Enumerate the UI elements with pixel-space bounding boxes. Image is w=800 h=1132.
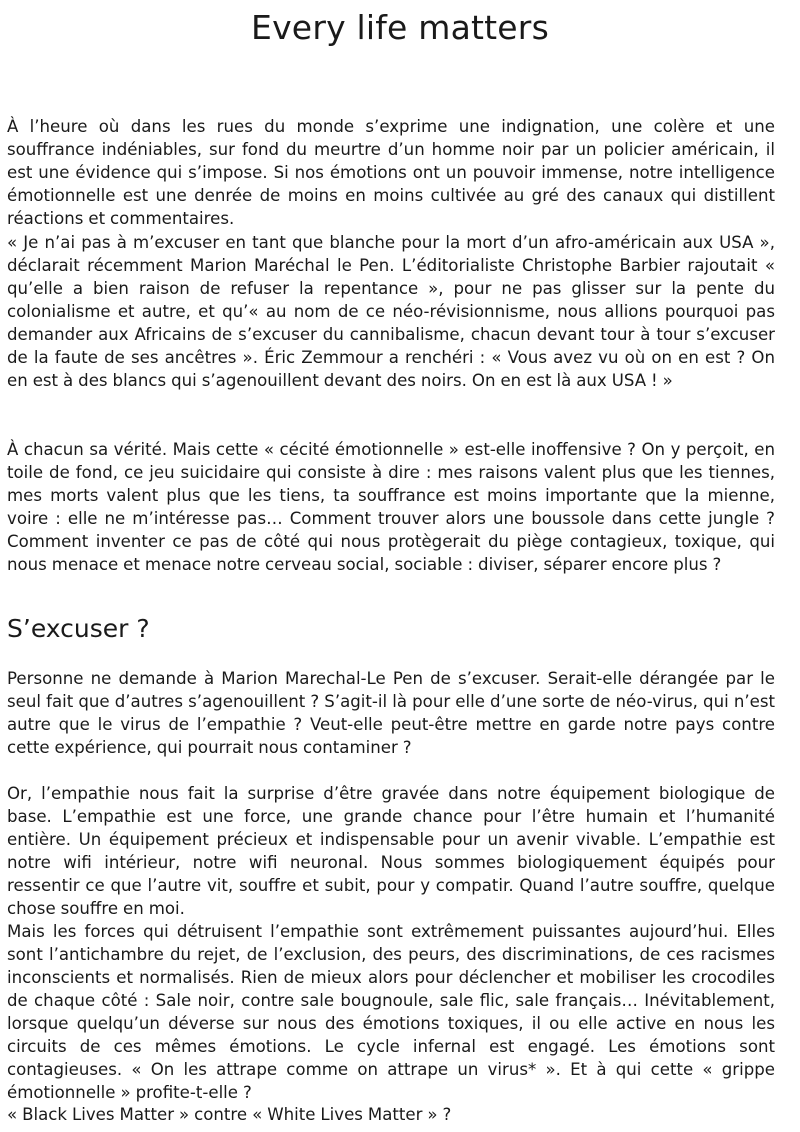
section-paragraph: Mais les forces qui détruisent l’empathie sont extrêmement puissantes aujourd’hui. Elles sont l’antichambre du rejet, de l’exclusion, des peurs, des discriminations, de ces racismes inconscients et normalisés. Rien de mieux alors pour déclencher et mobiliser les crocodiles de chaque côté : Sale noir, contre sale bougnoule, sale flic, sale français… Inévitablement, lorsque quelqu’un déverse sur nous des émotions toxiques, il ou elle active en nous les circuits de ces mêmes émotions. Le cycle infernal est engagé. Les émotions sont contagieuses. « On les attrape comme on attrape un virus* ». Et à qui cette « grippe émotionnelle » profite-t-elle ?	[7, 922, 775, 1102]
page-title: Every life matters	[251, 8, 549, 47]
intro-paragraph: À chacun sa vérité. Mais cette « cécité émotionnelle » est-elle inoffensive ? On y perçoit, en toile de fond, ce jeu suicidaire qui consiste à dire : mes raisons valent plus que les tiennes, mes morts valent plus que les tiens, ta souffrance est moins importante que la mienne, voire : elle ne m’intéresse pas… Comment trouver alors une boussole dans cette jungle ? Comment inventer ce pas de côté qui nous protègerait du piège contagieux, toxique, qui nous menace et menace notre cerveau social, sociable : diviser, séparer encore plus ?	[7, 440, 775, 574]
section-paragraph: Personne ne demande à Marion Marechal-Le Pen de s’excuser. Serait-elle dérangée par le seul fait que d’autres s’agenouillent ? S’agit-il là pour elle d’une sorte de néo-virus, qui n’est autre que le virus de l’empathie ? Veut-elle peut-être mettre en garde notre pays contre cette expérience, qui pourrait nous contaminer ?	[7, 669, 775, 757]
section-paragraph: Or, l’empathie nous fait la surprise d’être gravée dans notre équipement biologique de base. L’empathie est une force, une grande chance pour l’être humain et l’humanité entière. Un équipement précieux et indispensable pour un avenir vivable. L’empathie est notre wifi intérieur, notre wifi neuronal. Nous sommes biologiquement équipés pour ressentir ce que l’autre vit, souffre et subit, pour y compatir. Quand l’autre souffre, quelque chose souffre en moi.	[7, 784, 775, 918]
section-paragraph: « Black Lives Matter » contre « White Lives Matter » ?	[7, 1105, 452, 1124]
section-heading: S’excuser ?	[7, 614, 150, 643]
intro-paragraph: À l’heure où dans les rues du monde s’exprime une indignation, une colère et une souffrance indéniables, sur fond du meurtre d’un homme noir par un policier américain, il est une évidence qui s’impose. Si nos émotions ont un pouvoir immense, notre intelligence émotionnelle est une denrée de moins en moins cultivée au gré des canaux qui distillent réactions et commentaires.	[7, 117, 775, 228]
intro-paragraph: « Je n’ai pas à m’excuser en tant que blanche pour la mort d’un afro-américain aux USA », déclarait récemment Marion Maréchal le Pen. L’éditorialiste Christophe Barbier rajoutait « qu’elle a bien raison de refuser la repentance », pour ne pas glisser sur la pente du colonialisme et autre, et qu’« au nom de ce néo-révisionnisme, nous allions pourquoi pas demander aux Africains de s’excuser du cannibalisme, chacun devant tour à tour s’excuser de la faute de ses ancêtres ». Éric Zemmour a renchéri : « Vous avez vu où on en est ? On en est à des blancs qui s’agenouillent devant des noirs. On en est là aux USA ! »	[7, 233, 775, 390]
